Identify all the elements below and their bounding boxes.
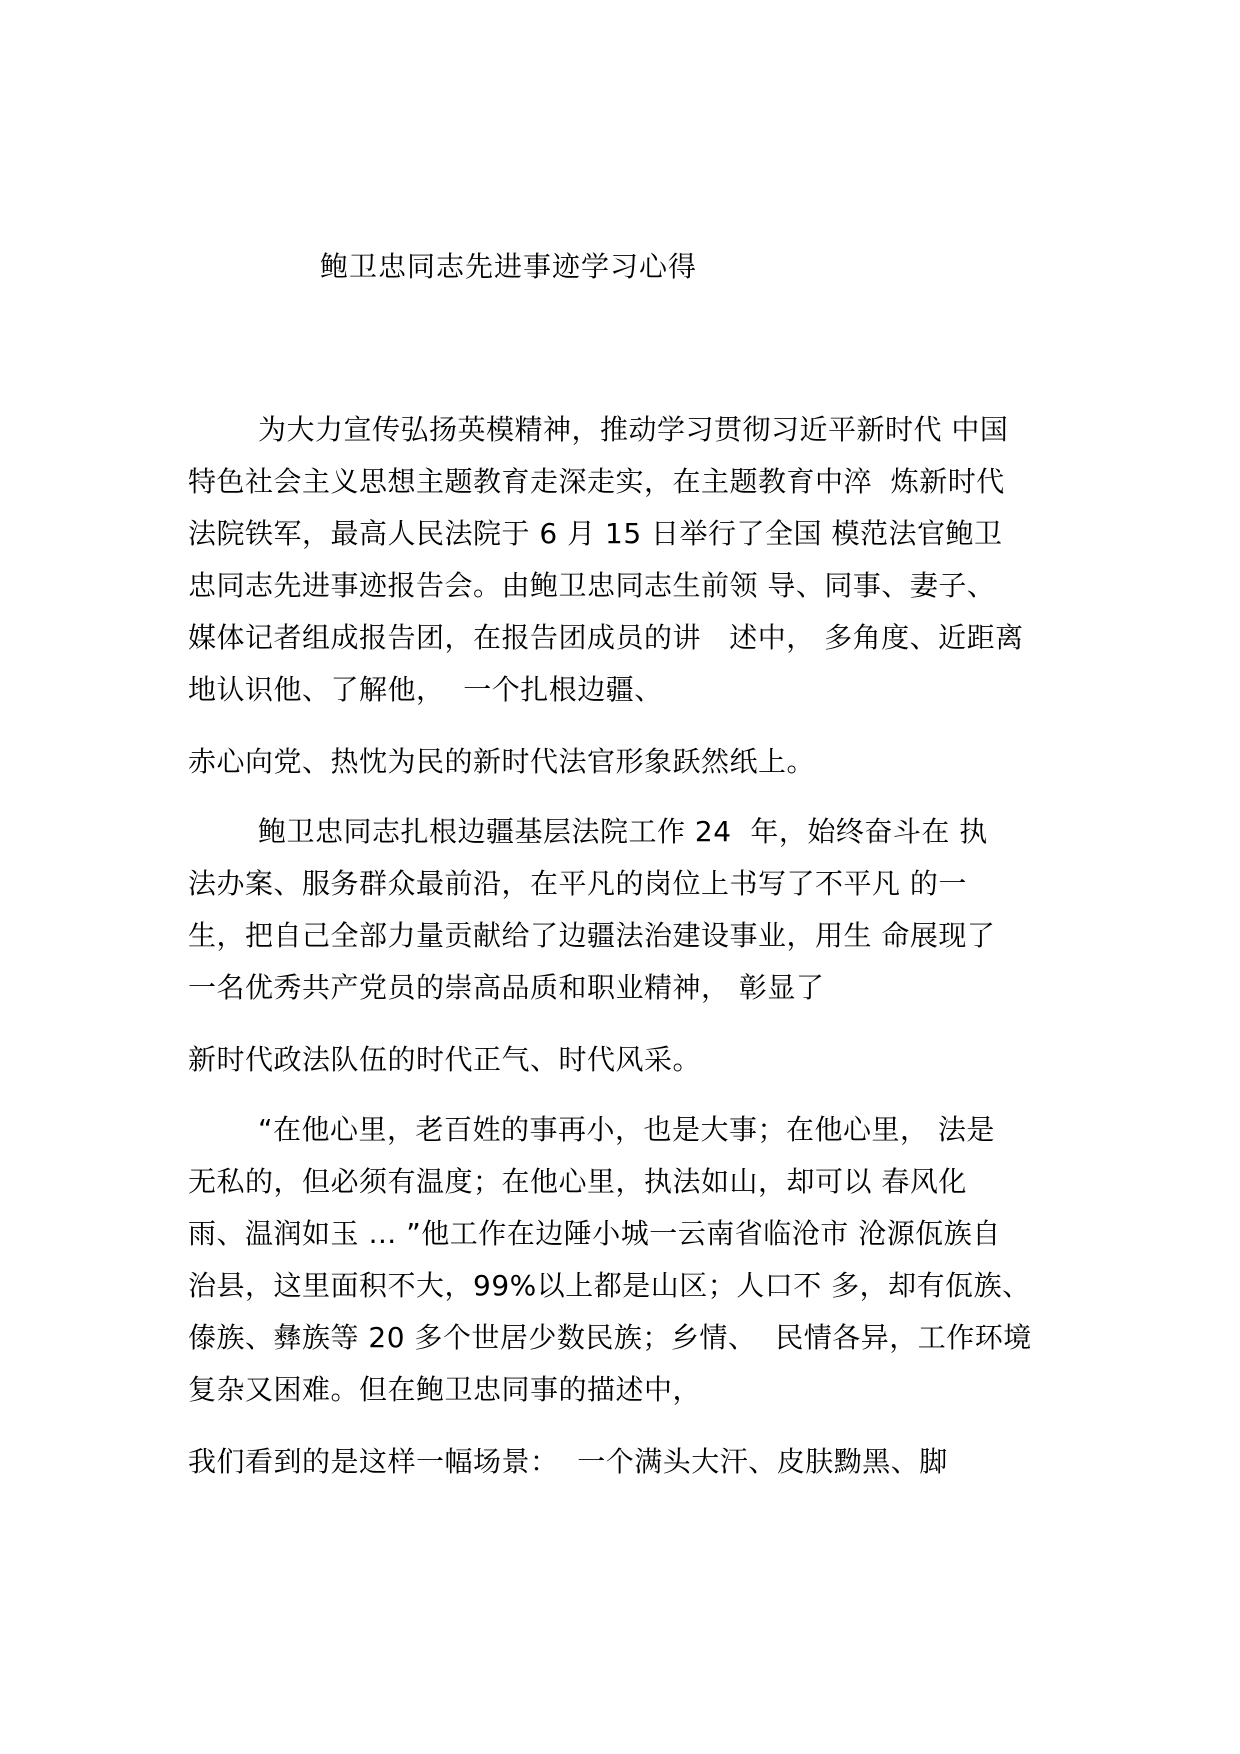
text-line: 生，把自己全部力量贡献给了边疆法治建设事业，用生 命展现了 (188, 919, 996, 952)
text-line: 无私的，但必须有温度；在他心里，执法如山，却可以 春风化 (188, 1165, 967, 1198)
text-line: 复杂又困难。但在鲍卫忠同事的描述中， (188, 1373, 702, 1406)
text-line: 忠同志先进事迹报告会。由鲍卫忠同志生前领 导、同事、妻子、 (188, 569, 996, 602)
text-line: 为大力宣传弘扬英模精神，推动学习贯彻习近平新时代 中国 (258, 413, 1009, 446)
text-line: 治县，这里面积不大，99%以上都是山区；人口不 多，却有佤族、 (188, 1269, 1031, 1302)
text-line: 傣族、彝族等 20 多个世居少数民族；乡情、 民情各异，工作环境 (188, 1321, 1032, 1354)
text-line: 法院铁军，最高人民法院于 6 月 15 日举行了全国 模范法官鲍卫 (188, 517, 1003, 550)
text-line: 赤心向党、热忱为民的新时代法官形象跃然纸上。 (188, 745, 816, 778)
text-line: “在他心里，老百姓的事再小，也是大事；在他心里， 法是 (258, 1113, 995, 1146)
text-line: 媒体记者组成报告团，在报告团成员的讲 述中， 多角度、近距离 (188, 621, 1024, 654)
text-line: 新时代政法队伍的时代正气、时代风采。 (188, 1043, 702, 1076)
text-line: 法办案、服务群众最前沿，在平凡的岗位上书写了不平凡 的一 (188, 867, 967, 900)
text-line: 我们看到的是这样一幅场景： 一个满头大汗、皮肤黝黑、脚 (188, 1445, 948, 1478)
text-line: 一名优秀共产党员的崇高品质和职业精神， 彰显了 (188, 971, 825, 1004)
text-line: 地认识他、了解他， 一个扎根边疆、 (188, 673, 663, 706)
text-line: 特色社会主义思想主题教育走深走实，在主题教育中淬 炼新时代 (188, 465, 1005, 498)
text-line: 鲍卫忠同志扎根边疆基层法院工作 24 年，始终奋斗在 执 (258, 815, 988, 848)
document-title: 鲍卫忠同志先进事迹学习心得 (320, 250, 698, 283)
text-line: 雨、温润如玉 … ”他工作在边陲小城一云南省临沧市 沧源佤族自 (188, 1217, 1001, 1250)
